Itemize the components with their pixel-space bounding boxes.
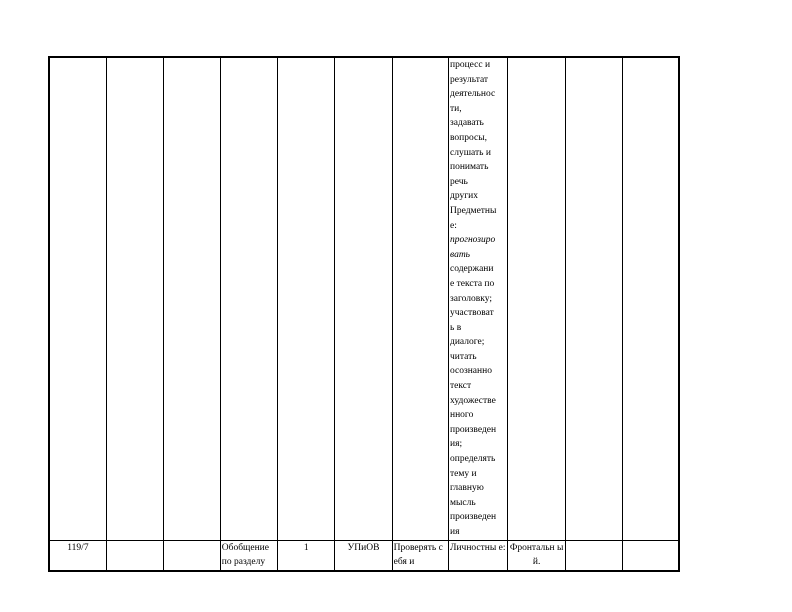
results-line: задавать — [450, 118, 484, 129]
results-line: текст — [450, 381, 472, 392]
results-line: содержани — [450, 264, 494, 275]
cell-extra-2 — [622, 540, 679, 571]
cell-lesson-type — [335, 57, 392, 540]
results-line: заголовку; — [450, 293, 492, 304]
results-line: ти, — [450, 103, 462, 114]
cell-number — [49, 57, 106, 540]
results-line: ь в — [450, 322, 462, 333]
cell-date-fact — [163, 540, 220, 571]
results-line: е: — [450, 220, 457, 231]
results-line: главную — [450, 483, 484, 494]
results-line: диалоге; — [450, 337, 485, 348]
results-line: нного — [450, 410, 474, 421]
cell-topic: Обобщение по разделу — [220, 540, 277, 571]
cell-planned-results: Личностны е: — [449, 540, 508, 571]
results-line: произведен — [450, 512, 497, 523]
cell-content — [392, 57, 448, 540]
cell-date-plan — [106, 57, 163, 540]
cell-extra-1 — [565, 57, 622, 540]
cell-hours — [278, 57, 335, 540]
results-line: читать — [450, 351, 477, 362]
cell-topic — [220, 57, 277, 540]
results-line: мысль — [450, 497, 476, 508]
results-line: осознанно — [450, 366, 492, 377]
cell-control-form — [508, 57, 565, 540]
results-line: е текста по — [450, 278, 495, 289]
results-line: произведен — [450, 424, 497, 435]
lesson-plan-table — [48, 56, 792, 572]
cell-content: Проверять себя и — [392, 540, 448, 571]
results-line: определять — [450, 454, 496, 465]
table-row — [49, 540, 791, 571]
cell-lesson-type: УПиОВ — [335, 540, 392, 571]
cell-extra-2 — [622, 57, 679, 540]
results-line: художестве — [450, 395, 496, 406]
cell-planned-results — [449, 57, 508, 540]
results-line: результат — [450, 74, 489, 85]
results-line: вать — [450, 249, 471, 260]
results-line: ия; — [450, 439, 463, 450]
cell-number: 119/7 — [49, 540, 106, 571]
cell-control-form: Фронтальн ый. — [508, 540, 565, 571]
table-row — [49, 57, 791, 540]
results-line: деятельнос — [450, 89, 496, 100]
results-line: речь — [450, 176, 468, 187]
cell-date-plan — [106, 540, 163, 571]
results-line: участвоват — [450, 308, 494, 319]
results-line: понимать — [450, 162, 489, 173]
results-line: процесс и — [450, 60, 491, 70]
results-line: прогнозиро — [450, 235, 496, 246]
results-line: вопросы, — [450, 132, 487, 143]
results-line: Предметны — [450, 205, 497, 216]
cell-extra-1 — [565, 540, 622, 571]
cell-hours: 1 — [278, 540, 335, 571]
cell-date-fact — [163, 57, 220, 540]
results-line: тему и — [450, 468, 477, 479]
results-line: других — [450, 191, 478, 202]
results-line: слушать и — [450, 147, 491, 158]
results-line: ия — [450, 527, 460, 537]
